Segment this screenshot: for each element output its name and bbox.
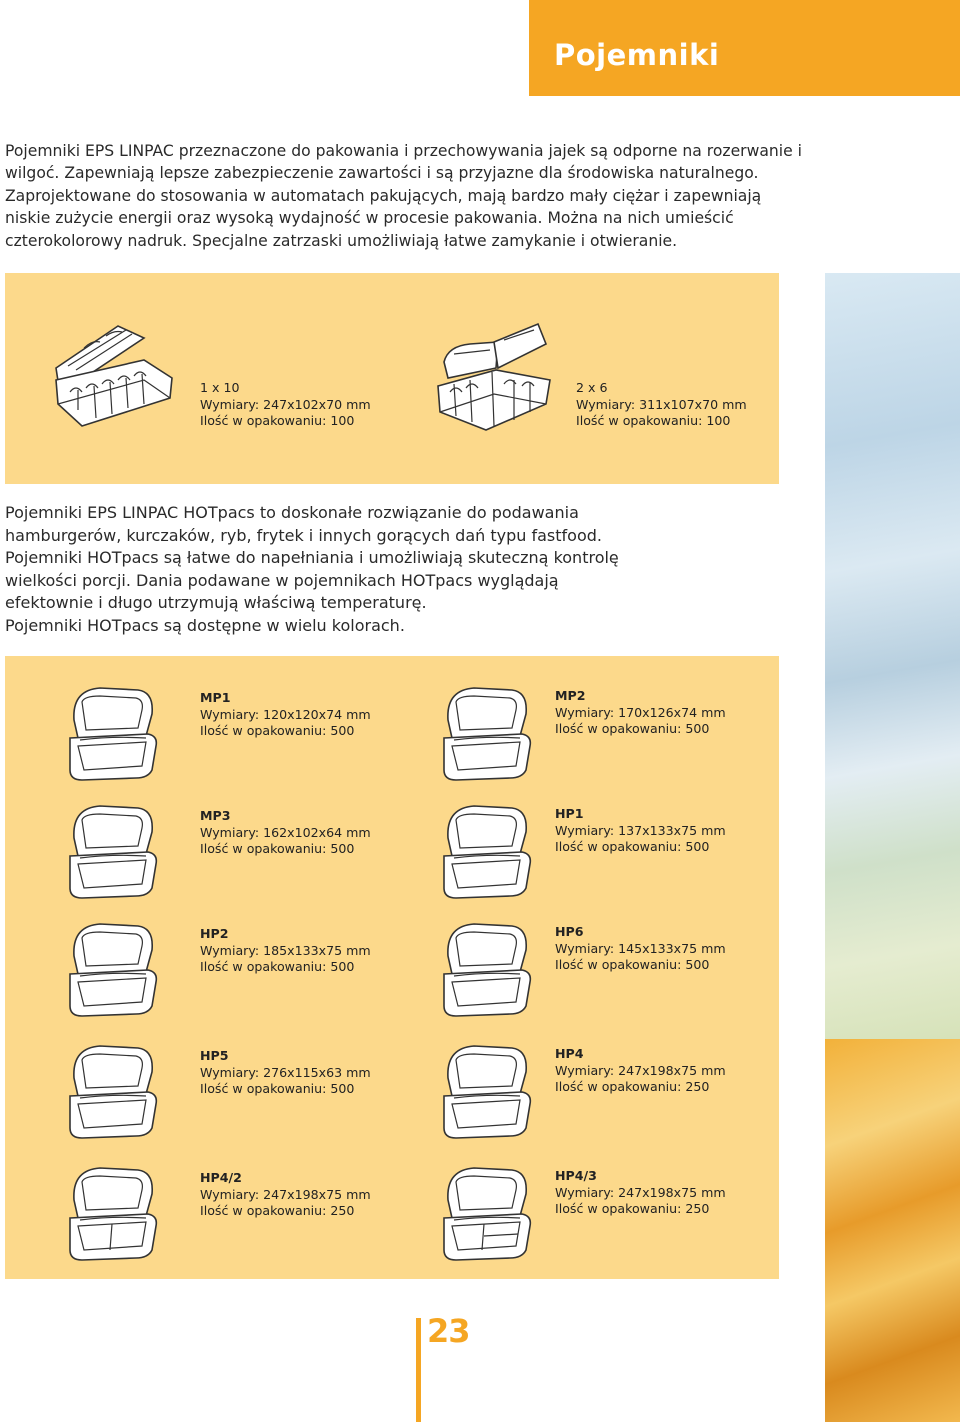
hotpac-hp4-3-image: [434, 1160, 542, 1268]
hotpac-spec: [555, 806, 726, 856]
hotpacs-line: hamburgerów, kurczaków, ryb, frytek i innych gorących dań typu fastfood.: [5, 525, 602, 545]
product-dimensions: Wymiary: 137x133x75 mm: [555, 822, 726, 838]
hotpacs-line: Pojemniki EPS LINPAC HOTpacs to doskonałe rozwiązanie do podawania: [5, 503, 579, 522]
product-dimensions: Wymiary: 276x115x63 mm: [200, 1064, 371, 1080]
egg-box-1x10-spec: [200, 380, 371, 430]
hotpac-hp6-image: [434, 916, 542, 1024]
product-name: HP4: [555, 1046, 584, 1061]
product-quantity: Ilość w opakowaniu: 500: [555, 957, 710, 972]
product-dimensions: Wymiary: 120x120x74 mm: [200, 706, 371, 722]
hotpac-spec: [200, 808, 371, 858]
egg-box-1x10-image: [48, 318, 180, 436]
product-quantity: Ilość w opakowaniu: 500: [200, 1081, 355, 1096]
hotpacs-paragraph: [5, 502, 785, 637]
egg-box-photo: [825, 1039, 960, 1422]
product-quantity: Ilość w opakowaniu: 250: [200, 1203, 355, 1218]
hotpac-spec: [555, 1046, 726, 1096]
page-number: 23: [427, 1312, 470, 1350]
product-quantity: Ilość w opakowaniu: 100: [200, 413, 355, 428]
hotpac-mp2-image: [434, 680, 542, 788]
product-name: MP1: [200, 690, 231, 705]
hotpacs-line: Pojemniki HOTpacs są dostępne w wielu kolorach.: [5, 615, 405, 635]
product-dimensions: Wymiary: 145x133x75 mm: [555, 940, 726, 956]
egg-box-2x6-image: [434, 320, 556, 438]
hotpac-hp4-2-image: [60, 1160, 168, 1268]
hotpac-spec: [555, 924, 726, 974]
product-dimensions: Wymiary: 247x198x75 mm: [555, 1184, 726, 1200]
hotpac-hp5-image: [60, 1038, 168, 1146]
title-banner: [529, 0, 960, 96]
hotpac-spec: [555, 1168, 726, 1218]
product-quantity: Ilość w opakowaniu: 500: [200, 959, 355, 974]
hotpac-mp3-image: [60, 798, 168, 906]
hotpacs-line: Pojemniki HOTpacs są łatwe do napełniania i umożliwiają skuteczną kontrolę: [5, 548, 619, 567]
product-quantity: Ilość w opakowaniu: 500: [555, 721, 710, 736]
product-quantity: Ilość w opakowaniu: 500: [555, 839, 710, 854]
product-name: HP6: [555, 924, 584, 939]
hotpac-spec: [200, 926, 371, 976]
hotpac-mp1-image: [60, 680, 168, 788]
foam-container-photo: [825, 273, 960, 1039]
page-title: Pojemniki: [554, 38, 720, 72]
product-name: MP3: [200, 808, 231, 823]
product-quantity: Ilość w opakowaniu: 500: [200, 723, 355, 738]
hotpacs-line: wielkości porcji. Dania podawane w pojemnikach HOTpacs wyglądają: [5, 570, 559, 590]
hotpac-spec: [200, 1048, 371, 1098]
hotpacs-line: efektownie i długo utrzymują właściwą temperaturę.: [5, 593, 427, 612]
hotpac-spec: [555, 688, 726, 738]
product-name: MP2: [555, 688, 586, 703]
egg-box-2x6-spec: [576, 380, 747, 430]
product-dimensions: Wymiary: 247x198x75 mm: [555, 1062, 726, 1078]
hotpac-hp1-image: [434, 798, 542, 906]
product-dimensions: Wymiary: 311x107x70 mm: [576, 396, 747, 412]
hotpac-spec: [200, 690, 371, 740]
product-quantity: Ilość w opakowaniu: 500: [200, 841, 355, 856]
product-dimensions: Wymiary: 247x102x70 mm: [200, 396, 371, 412]
product-name: HP5: [200, 1048, 229, 1063]
product-dimensions: Wymiary: 185x133x75 mm: [200, 942, 371, 958]
hotpac-hp4-image: [434, 1038, 542, 1146]
product-quantity: Ilość w opakowaniu: 250: [555, 1079, 710, 1094]
product-name: HP4/3: [555, 1168, 597, 1183]
product-dimensions: Wymiary: 247x198x75 mm: [200, 1186, 371, 1202]
hotpac-spec: [200, 1170, 371, 1220]
page-number-bar: [416, 1318, 421, 1422]
product-name: HP4/2: [200, 1170, 242, 1185]
product-quantity: Ilość w opakowaniu: 100: [576, 413, 731, 428]
intro-paragraph: Pojemniki EPS LINPAC przeznaczone do pakowania i przechowywania jajek są odporne na rozerwanie i wilgoć. Zapewniają lepsze zabezpieczenie zawartości i są przyjazne dla środowiska naturalnego. Zaprojektowane do stosowania w automatach pakujących, mają bardzo mały ciężar i zapewniają niskie zużycie energii oraz wysoką wydajność w procesie pakowania. Można na nich umieścić czterokolorowy nadruk. Specjalne zatrzaski umożliwiają łatwe zamykanie i otwieranie.: [5, 142, 802, 250]
hotpac-hp2-image: [60, 916, 168, 1024]
product-dimensions: Wymiary: 170x126x74 mm: [555, 704, 726, 720]
product-name: HP2: [200, 926, 229, 941]
product-dimensions: Wymiary: 162x102x64 mm: [200, 824, 371, 840]
product-quantity: Ilość w opakowaniu: 250: [555, 1201, 710, 1216]
product-name: HP1: [555, 806, 584, 821]
product-name: 1 x 10: [200, 380, 240, 395]
product-name: 2 x 6: [576, 380, 608, 395]
